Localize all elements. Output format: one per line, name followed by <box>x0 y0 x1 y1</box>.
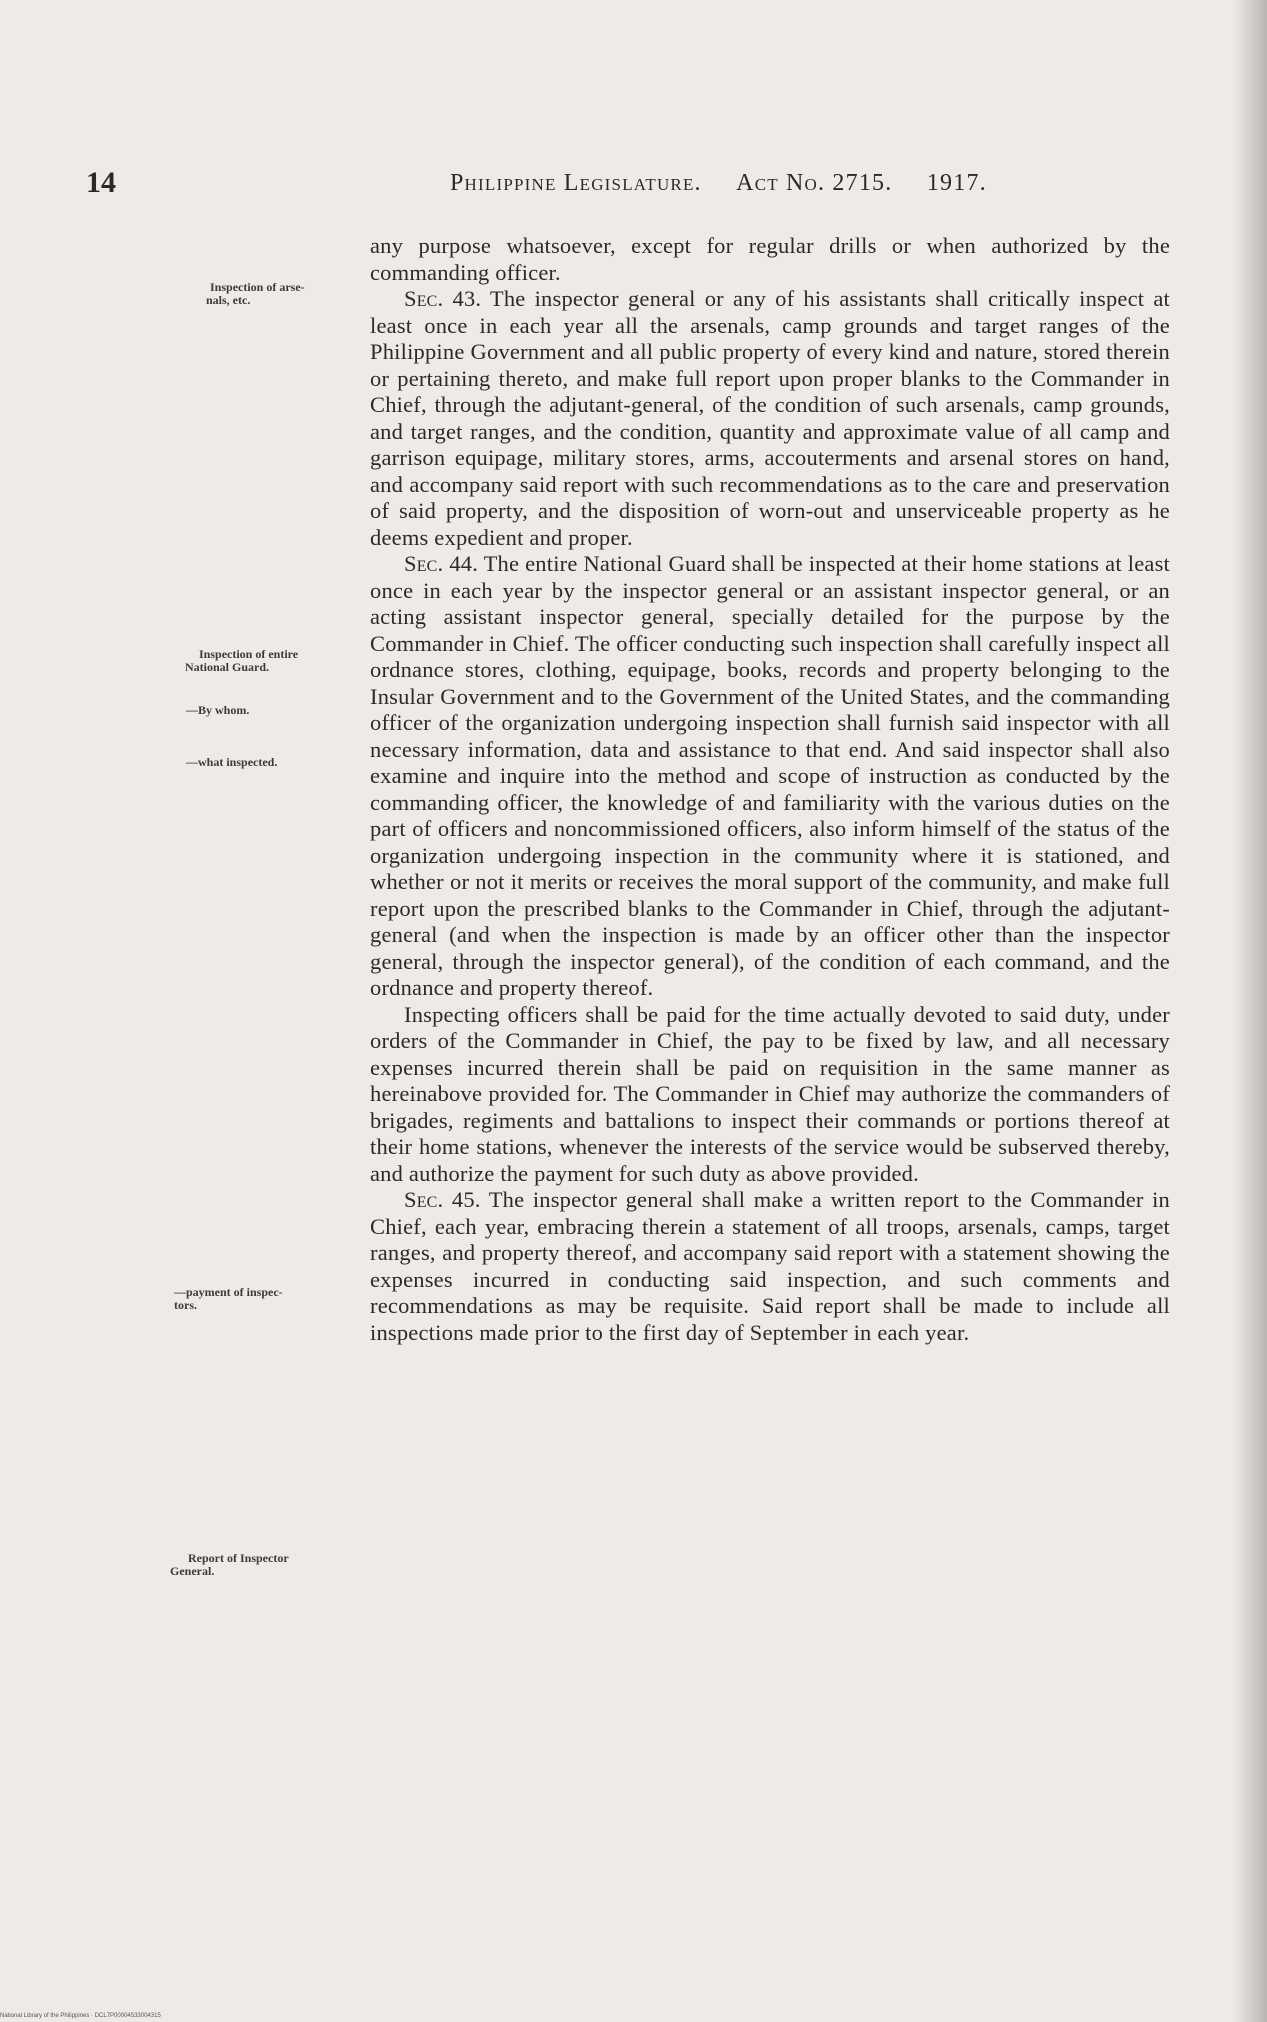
margin-note-inspection-guard <box>185 648 400 674</box>
margin-note-line: Inspection of arse- <box>210 280 305 294</box>
scan-footer-tag: National Library of the Philippines · DCL7P00004533004315 <box>0 2013 161 2019</box>
section-45 <box>370 1187 1170 1346</box>
margin-note-line: nals, etc. <box>206 293 251 307</box>
margin-note-line: National Guard. <box>185 660 270 674</box>
legislature-title: Philippine Legislature. <box>450 170 702 196</box>
page-edge-shadow <box>1233 0 1267 2022</box>
margin-note-line: tors. <box>174 1298 197 1312</box>
section-label: Sec. 43. <box>404 286 482 311</box>
section-44 <box>370 551 1170 1002</box>
margin-note-line: Inspection of entire <box>199 647 299 661</box>
section-43 <box>370 286 1170 551</box>
paragraph-payment: Inspecting officers shall be paid for the time actually devoted to said duty, under orders of the Commander in Chief, the pay to be fixed by law, and all necessary expenses incurred therein shall be paid on requisition in the same manner as hereinabove provided for. The Commander in Chief may authorize the commanders of brigades, regiments and battalions to inspect their commands or portions thereof at their home stations, whenever the interests of the service would be subserved thereby, and authorize the payment for such duty as above provided. <box>370 1001 1170 1186</box>
margin-note-by-whom: —By whom. <box>186 703 250 717</box>
page-number: 14 <box>86 166 116 199</box>
section-text: The inspector general shall make a written report to the Commander in Chief, each year, embracing therein a statement of all troops, arsenals, camps, target ranges, and property thereof, and accompany said report with a statement showing the expenses incurred in conducting said inspection, and such comments and recommendations as may be requisite. Said report shall be made to include all inspections made prior to the first day of September in each year. <box>370 1187 1170 1345</box>
body-text <box>370 233 1170 1346</box>
margin-note-line: —payment of inspec- <box>174 1285 283 1299</box>
margin-note-payment <box>174 1286 389 1312</box>
paragraph-continuation: any purpose whatsoever, except for regular drills or when authorized by the commanding officer. <box>370 233 1170 285</box>
margin-note-line: General. <box>170 1564 215 1578</box>
margin-note-line: Report of Inspector <box>188 1551 289 1565</box>
section-text: The inspector general or any of his assistants shall critically inspect at least once in each year all the arsenals, camp grounds and target ranges of the Philippine Government and all public property of every kind and nature, stored therein or pertaining thereto, and make full report upon proper blanks to the Commander in Chief, through the adjutant-general, of the condition of such arsenals, camp grounds, and target ranges, and the condition, quantity and approximate value of all camp and garrison equipage, military stores, arms, accouterments and arsenal stores on hand, and accompany said report with such recommendations as to the care and preservation of said property, and the disposition of worn-out and unserviceable property as he deems expedient and proper. <box>370 286 1170 550</box>
section-label: Sec. 45. <box>404 1187 481 1212</box>
act-year: 1917. <box>926 170 987 196</box>
act-number: Act No. 2715. <box>736 170 893 196</box>
margin-note-what-inspected: —what inspected. <box>186 755 278 769</box>
section-text: The entire National Guard shall be inspected at their home stations at least once in each year by the inspector general or an assistant inspector general, or an acting assistant inspector general, specially detailed for the purpose by the Commander in Chief. The officer conducting such inspection shall carefully inspect all ordnance stores, clothing, equipage, books, records and property belonging to the Insular Government and to the Government of the United States, and the commanding officer of the organization undergoing inspection shall furnish said inspector with all necessary information, data and assistance to that end. And said inspector shall also examine and inquire into the method and scope of instruction as conducted by the commanding officer, the knowledge of and familiarity with the various duties on the part of officers and noncommissioned officers, also inform himself of the status of the organization undergoing inspection in the community where it is stationed, and whether or not it merits or receives the moral support of the community, and make full report upon the prescribed blanks to the Commander in Chief, through the adjutant-general (and when the inspection is made by an officer other than the inspector general, through the inspector general), of the condition of each command, and the ordnance and property thereof. <box>370 551 1171 1000</box>
margin-note-report <box>170 1552 385 1578</box>
running-head <box>450 170 987 197</box>
section-label: Sec. 44. <box>404 551 479 576</box>
